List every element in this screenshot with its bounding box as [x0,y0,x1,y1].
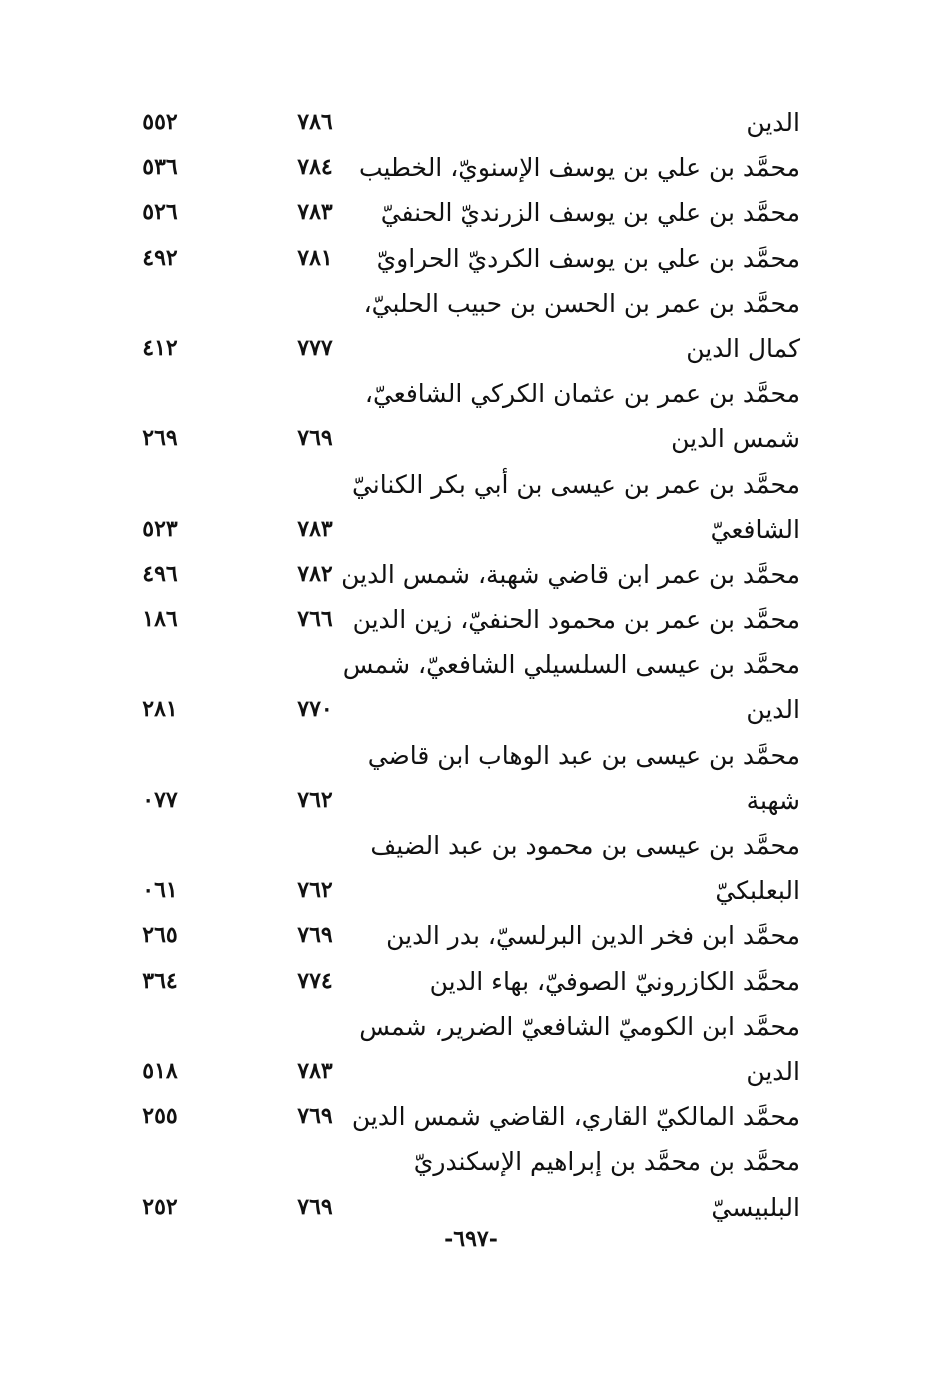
entry-number: ٤٩٦ [142,560,178,587]
entry-name: محمَّد ابن الكوميّ الشافعيّ الضرير، شمس [359,1011,800,1041]
index-row [130,1094,810,1139]
entry-name: الشافعيّ [710,514,800,544]
index-row [130,597,810,642]
entry-year [285,462,345,507]
entry-year [285,371,345,416]
entry-number: ٠٦١ [142,877,178,904]
entry-name: محمَّد بن عمر بن الحسن بن حبيب الحلبيّ، [363,288,800,318]
entry-name: محمَّد الكازرونيّ الصوفيّ، بهاء الدين [429,966,800,996]
entry-name: البلبيسيّ [711,1192,800,1222]
entry-year: ٧٦٩ [297,1103,333,1130]
entry-number: ٢٦٩ [142,425,178,452]
entry-number: ٣٦٤ [142,967,178,994]
entry-number: ٢٥٢ [142,1193,178,1220]
entry-number: ٠٧٧ [142,786,178,813]
entry-number [130,371,190,416]
index-row [130,778,810,823]
entry-name: محمَّد بن علي بن يوسف الإسنويّ، الخطيب [358,153,800,183]
entry-year [285,823,345,868]
entry-year: ٧٨٣ [297,199,333,226]
entry-name: محمَّد بن عمر بن محمود الحنفيّ، زين الدين [352,605,800,635]
entry-number: ٥٣٦ [142,154,178,181]
index-row [130,913,810,958]
entry-name: محمَّد بن عيسى بن محمود بن عبد الضيف [370,831,800,860]
index-row [130,236,810,281]
entry-number [130,642,190,687]
index-row [130,1185,810,1230]
entry-year [285,1004,345,1049]
entry-number: ٥٢٦ [142,199,178,226]
entry-year [285,1139,345,1184]
entry-name: البعلبكيّ [715,876,800,906]
entry-number [130,823,190,868]
entry-name: محمَّد بن محمَّد بن إبراهيم الإسكندريّ [413,1147,800,1177]
entry-number: ٢٦٥ [142,922,178,949]
entry-number: ٤١٢ [142,334,178,361]
entry-name: شمس الدين [671,424,800,454]
index-row [130,190,810,235]
entry-year: ٧٦٩ [297,922,333,949]
index-row [130,326,810,371]
entry-year: ٧٦٩ [297,1193,333,1220]
entry-year: ٧٦٢ [297,786,333,813]
index-row [130,462,810,507]
index-row [130,823,810,868]
index-list [130,100,810,1230]
entry-year: ٧٦٢ [297,877,333,904]
entry-number [130,1139,190,1184]
entry-year: ٧٨٤ [297,154,333,181]
entry-name: الدين [746,108,800,137]
index-row [130,1004,810,1049]
entry-name: الدين [746,695,800,725]
index-row [130,145,810,190]
entry-year: ٧٧٤ [297,967,333,994]
entry-number: ٢٨١ [142,696,178,723]
entry-number: ٢٥٥ [142,1103,178,1130]
page-number: -٦٩٧- [444,1226,498,1252]
entry-name: محمَّد بن علي بن يوسف الزرنديّ الحنفيّ [380,198,800,228]
entry-name: محمَّد بن عمر ابن قاضي شهبة، شمس الدين [341,559,800,589]
entry-year: ٧٨٣ [297,1057,333,1084]
entry-number [130,733,190,778]
entry-year: ٧٨٦ [297,109,333,135]
entry-name: محمَّد بن علي بن يوسف الكرديّ الحراويّ [376,243,800,273]
index-row [130,959,810,1004]
entry-name: شهبة [746,785,800,815]
entry-number: ٥١٨ [142,1057,178,1084]
entry-year [285,642,345,687]
entry-name: محمَّد بن عيسى بن عبد الوهاب ابن قاضي [367,740,800,770]
index-row [130,733,810,778]
index-row [130,552,810,597]
entry-name: محمَّد ابن فخر الدين البرلسيّ، بدر الدين [386,921,800,951]
entry-number [130,462,190,507]
entry-year: ٧٦٦ [297,606,333,633]
entry-name: محمَّد بن عمر بن عثمان الكركي الشافعيّ، [364,379,800,409]
entry-number: ٤٩٢ [142,244,178,271]
entry-name: محمَّد بن عيسى السلسيلي الشافعيّ، شمس [342,650,800,680]
entry-year [285,733,345,778]
index-row [130,642,810,687]
entry-number: ١٨٦ [142,606,178,633]
index-row [130,281,810,326]
entry-number: ٥٢٣ [142,515,178,542]
index-row [130,416,810,461]
entry-year: ٧٦٩ [297,425,333,452]
entry-year: ٧٧٧ [297,334,333,361]
entry-name: كمال الدين [686,333,800,363]
index-row [130,1139,810,1184]
index-row [130,687,810,732]
entry-year: ٧٨١ [297,244,333,271]
entry-year: ٧٨٢ [297,560,333,587]
entry-name: محمَّد المالكيّ القاري، القاضي شمس الدين [351,1102,800,1132]
entry-year: ٧٨٣ [297,515,333,542]
entry-name: الدين [746,1056,800,1086]
entry-year [285,281,345,326]
entry-number: ٥٥٢ [142,109,178,135]
entry-number [130,1004,190,1049]
index-row [130,868,810,913]
index-row [130,507,810,552]
entry-number [130,281,190,326]
index-row [130,371,810,416]
index-row [130,1049,810,1094]
index-row [130,100,810,145]
entry-name: محمَّد بن عمر بن عيسى بن أبي بكر الكنانيّ [351,469,800,499]
entry-year: ٧٧٠ [297,696,333,723]
